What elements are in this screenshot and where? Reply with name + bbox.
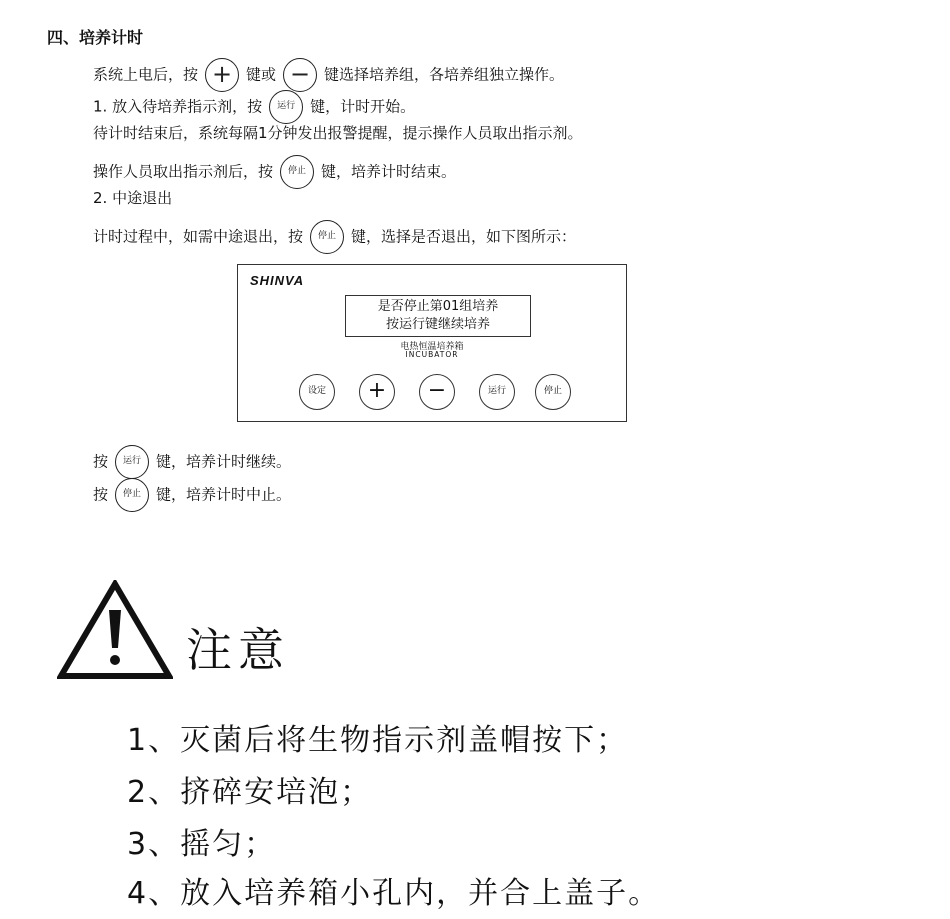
minus-key-icon: − [283, 58, 317, 92]
paragraph-text: 1. 放入待培养指示剂，按 [93, 97, 263, 116]
paragraph-alarm: 待计时结束后，系统每隔1分钟发出报警提醒，提示操作人员取出指示剂。 [93, 124, 583, 142]
model-name-en: INCUBATOR [405, 350, 459, 359]
paragraph-end-timing [93, 155, 456, 189]
paragraph-text: 键，培养计时结束。 [321, 162, 457, 181]
paragraph-power-on [93, 58, 564, 92]
lcd-line-1: 是否停止第01组培养 [377, 299, 499, 314]
panel-set-button: 设定 [299, 374, 335, 410]
run-key-icon: 运行 [269, 90, 303, 124]
lcd-line-2: 按运行键继续培养 [385, 317, 490, 332]
notice-title: 注意 [186, 623, 290, 677]
paragraph-text: 系统上电后，按 [93, 65, 199, 84]
paragraph-text: 按 [93, 452, 109, 471]
panel-run-button: 运行 [479, 374, 515, 410]
paragraph-text: 操作人员取出指示剂后，按 [93, 162, 274, 181]
panel-plus-button: + [359, 374, 395, 410]
paragraph-text: 键选择培养组，各培养组独立操作。 [324, 65, 565, 84]
section-heading: 四、培养计时 [47, 28, 144, 47]
paragraph-text: 按 [93, 485, 109, 504]
paragraph-text: 键，选择是否退出，如下图所示： [351, 227, 577, 246]
subheading-exit: 2. 中途退出 [93, 189, 173, 207]
notice-item: 1、灭菌后将生物指示剂盖帽按下； [127, 723, 629, 758]
paragraph-continue [93, 445, 291, 479]
paragraph-exit [93, 220, 576, 254]
panel-minus-button: − [419, 374, 455, 410]
plus-key-icon: + [205, 58, 239, 92]
control-panel-figure [237, 264, 627, 422]
paragraph-text: 键，培养计时中止。 [156, 485, 292, 504]
stop-key-icon: 停止 [310, 220, 344, 254]
paragraph-text: 键或 [246, 65, 277, 84]
paragraph-abort [93, 478, 291, 512]
paragraph-text: 计时过程中，如需中途退出，按 [93, 227, 304, 246]
brand-logo: SHINVA [250, 273, 305, 288]
notice-item: 2、挤碎安培泡； [127, 775, 373, 810]
notice-item: 3、摇匀； [127, 827, 277, 862]
run-key-icon: 运行 [115, 445, 149, 479]
lcd-display [345, 295, 531, 337]
notice-item: 4、放入培养箱小孔内，并合上盖子。 [127, 876, 661, 911]
paragraph-text: 键，计时开始。 [310, 97, 416, 116]
model-name-cn: 电热恒温培养箱 [400, 342, 464, 352]
stop-key-icon: 停止 [280, 155, 314, 189]
warning-triangle-icon [57, 580, 173, 680]
panel-stop-button: 停止 [535, 374, 571, 410]
paragraph-start-timing [93, 90, 415, 124]
paragraph-text: 键，培养计时继续。 [156, 452, 292, 471]
stop-key-icon: 停止 [115, 478, 149, 512]
